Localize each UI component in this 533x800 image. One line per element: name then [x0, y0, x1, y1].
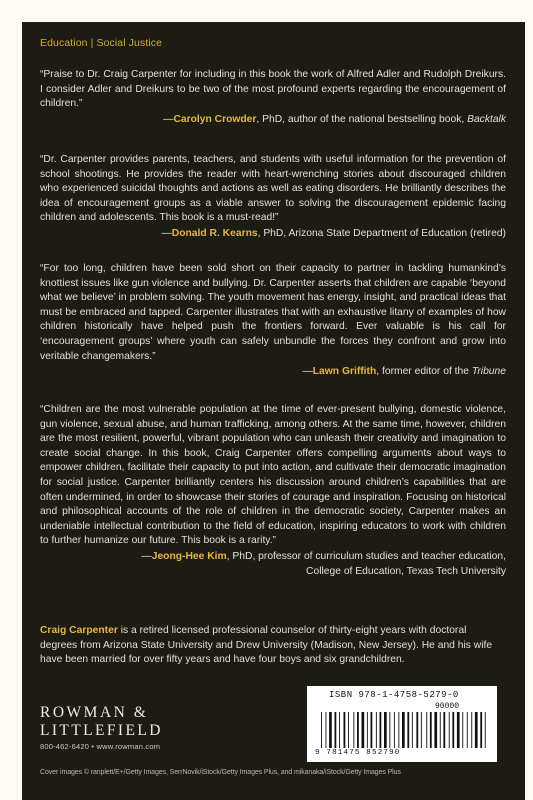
- endorsement-attribution: —Donald R. Kearns, PhD, Arizona State Department of Education (retired): [161, 227, 506, 239]
- category-label: Education | Social Justice: [40, 37, 163, 49]
- endorsement-text: “Dr. Carpenter provides parents, teachers, and students with useful information for the prevention of school shootings. He provides the reader with heart-wrenching stories about discouraged children who experienced suicidal thoughts and actions as well as eating disorders. He brilliantly describes the idea of encouragement groups as a viable answer to solving the discouragement epidemic facing children and adolescents. This book is a must-read!”: [40, 154, 506, 224]
- barcode-bar: [335, 712, 337, 748]
- isbn-barcode: [307, 686, 497, 762]
- barcode-bars: [319, 712, 491, 752]
- endorsement-4: [40, 403, 506, 579]
- endorser-name: Donald R. Kearns: [171, 227, 258, 239]
- barcode-bar: [348, 712, 349, 748]
- barcode-bar: [480, 712, 482, 748]
- endorsement-text: “Praise to Dr. Craig Carpenter for including in this book the work of Alfred Adler and Rudolph Dreikurs. I consider Adler and Dreikurs to be two of the most profound experts regarding the encouragement of children.”: [40, 69, 506, 110]
- ean-digits: 9 781475 852790: [315, 749, 401, 757]
- barcode-bar: [362, 712, 365, 748]
- barcode-bar: [457, 712, 460, 748]
- endorsement-text: “For too long, children have been sold short on their capacity to partner in tackling humankind’s knottiest issues like gun violence and bullying. Dr. Carpenter asserts that children are capable ‘beyond what we believe’ in problem solving. The youth movement has energy, insight, and practical ideas that must be embraced and tapped. Carpenter illustrates that with an exhaustive litany of examples of how children historically have helped push the frontiers forward. Ever valuable is his call for ‘encouragement groups’ where youth can safely unbundle the forces they confront and grow into veritable changemakers.”: [40, 263, 506, 362]
- barcode-bar: [421, 712, 422, 748]
- endorsement-attribution: —Carolyn Crowder, PhD, author of the national bestselling book, Backtalk: [163, 113, 506, 125]
- barcode-bar: [471, 712, 472, 748]
- barcode-bar: [416, 712, 418, 748]
- endorser-name: Jeong-Hee Kim: [151, 550, 227, 562]
- cover-image-credits: Cover images © ranplett/E+/Getty Images, SerrNovik/iStock/Getty Images Plus, and mikanaka/iStock/Getty Images Plus: [40, 769, 401, 776]
- isbn-text: ISBN 978-1-4758-5279-0: [329, 690, 459, 700]
- barcode-bar: [389, 712, 390, 748]
- barcode-bar: [467, 712, 468, 748]
- barcode-bar: [357, 712, 359, 748]
- barcode-bar: [426, 712, 427, 748]
- endorser-name: Lawn Griffith: [312, 366, 377, 378]
- barcode-bar: [376, 712, 377, 748]
- barcode-bar: [475, 712, 478, 748]
- author-bio: Craig Carpenter is a retired licensed professional counselor of thirty-eight years with doctoral degrees from Arizona State University and Drew University (Madison, New Jersey). He and his wife have been married for over fifty years and have four boys and six grandchildren.: [40, 625, 493, 666]
- barcode-bar: [384, 712, 387, 748]
- barcode-bar: [344, 712, 346, 748]
- publisher-line-2: LITTLEFIELD: [40, 722, 163, 739]
- endorsement-3: [40, 262, 506, 380]
- author-name: Craig Carpenter: [40, 625, 118, 636]
- barcode-bar: [353, 712, 354, 748]
- publisher-contact: 800-462-6420 • www.rowman.com: [40, 742, 161, 751]
- publisher-logo: [40, 704, 163, 740]
- endorsement-2: [40, 153, 506, 242]
- barcode-bar: [380, 712, 382, 748]
- barcode-bar: [434, 712, 437, 748]
- barcode-bar: [402, 712, 405, 748]
- barcode-bar: [371, 712, 373, 748]
- barcode-bar: [326, 712, 327, 748]
- price-code: 90000: [435, 702, 460, 711]
- barcode-bar: [329, 712, 332, 748]
- barcode-bar: [412, 712, 413, 748]
- endorser-name: Carolyn Crowder: [173, 113, 257, 125]
- barcode-bar: [398, 712, 399, 748]
- endorsement-attribution: —Lawn Griffith, former editor of the Tribune: [302, 366, 506, 378]
- back-cover: [22, 22, 525, 800]
- barcode-bar: [430, 712, 432, 748]
- endorsement-1: [40, 68, 506, 127]
- barcode-bar: [452, 712, 454, 748]
- barcode-bar: [394, 712, 395, 748]
- endorsement-attribution: —Jeong-Hee Kim, PhD, professor of curriculum studies and teacher education, College of Education, Texas Tech University: [141, 550, 506, 577]
- barcode-bar: [367, 712, 368, 748]
- endorsement-text: “Children are the most vulnerable population at the time of ever-present bullying, domestic violence, gun violence, sexual abuse, and human trafficking, among others. At the same time, however, children are the most resilient, powerful, vibrant population who can unleash their creativity and imagination to create social change. In this book, Craig Carpenter offers compelling arguments about ways to empower children, facilitate their capacity to put into action, and cultivate their democratic imagination for social justice. Carpenter brilliantly centers his discussion around children’s capabilities that are often undermined, in order to showcase their stories of courage and inspiration. Focusing on historical and philosophical accounts of the role of children in the democratic society, Carpenter makes an undeniable intellectual contribution to the field of education, inspiring educators to work with children to further humanize our future. This book is a rarity.”: [40, 404, 506, 547]
- barcode-bar: [407, 712, 409, 748]
- publisher-line-1: ROWMAN &: [40, 704, 149, 721]
- barcode-bar: [321, 712, 322, 748]
- barcode-bar: [440, 712, 441, 748]
- barcode-bar: [449, 712, 450, 748]
- barcode-bar: [485, 712, 486, 748]
- barcode-bar: [339, 712, 340, 748]
- barcode-bar: [462, 712, 463, 748]
- barcode-bar: [443, 712, 445, 748]
